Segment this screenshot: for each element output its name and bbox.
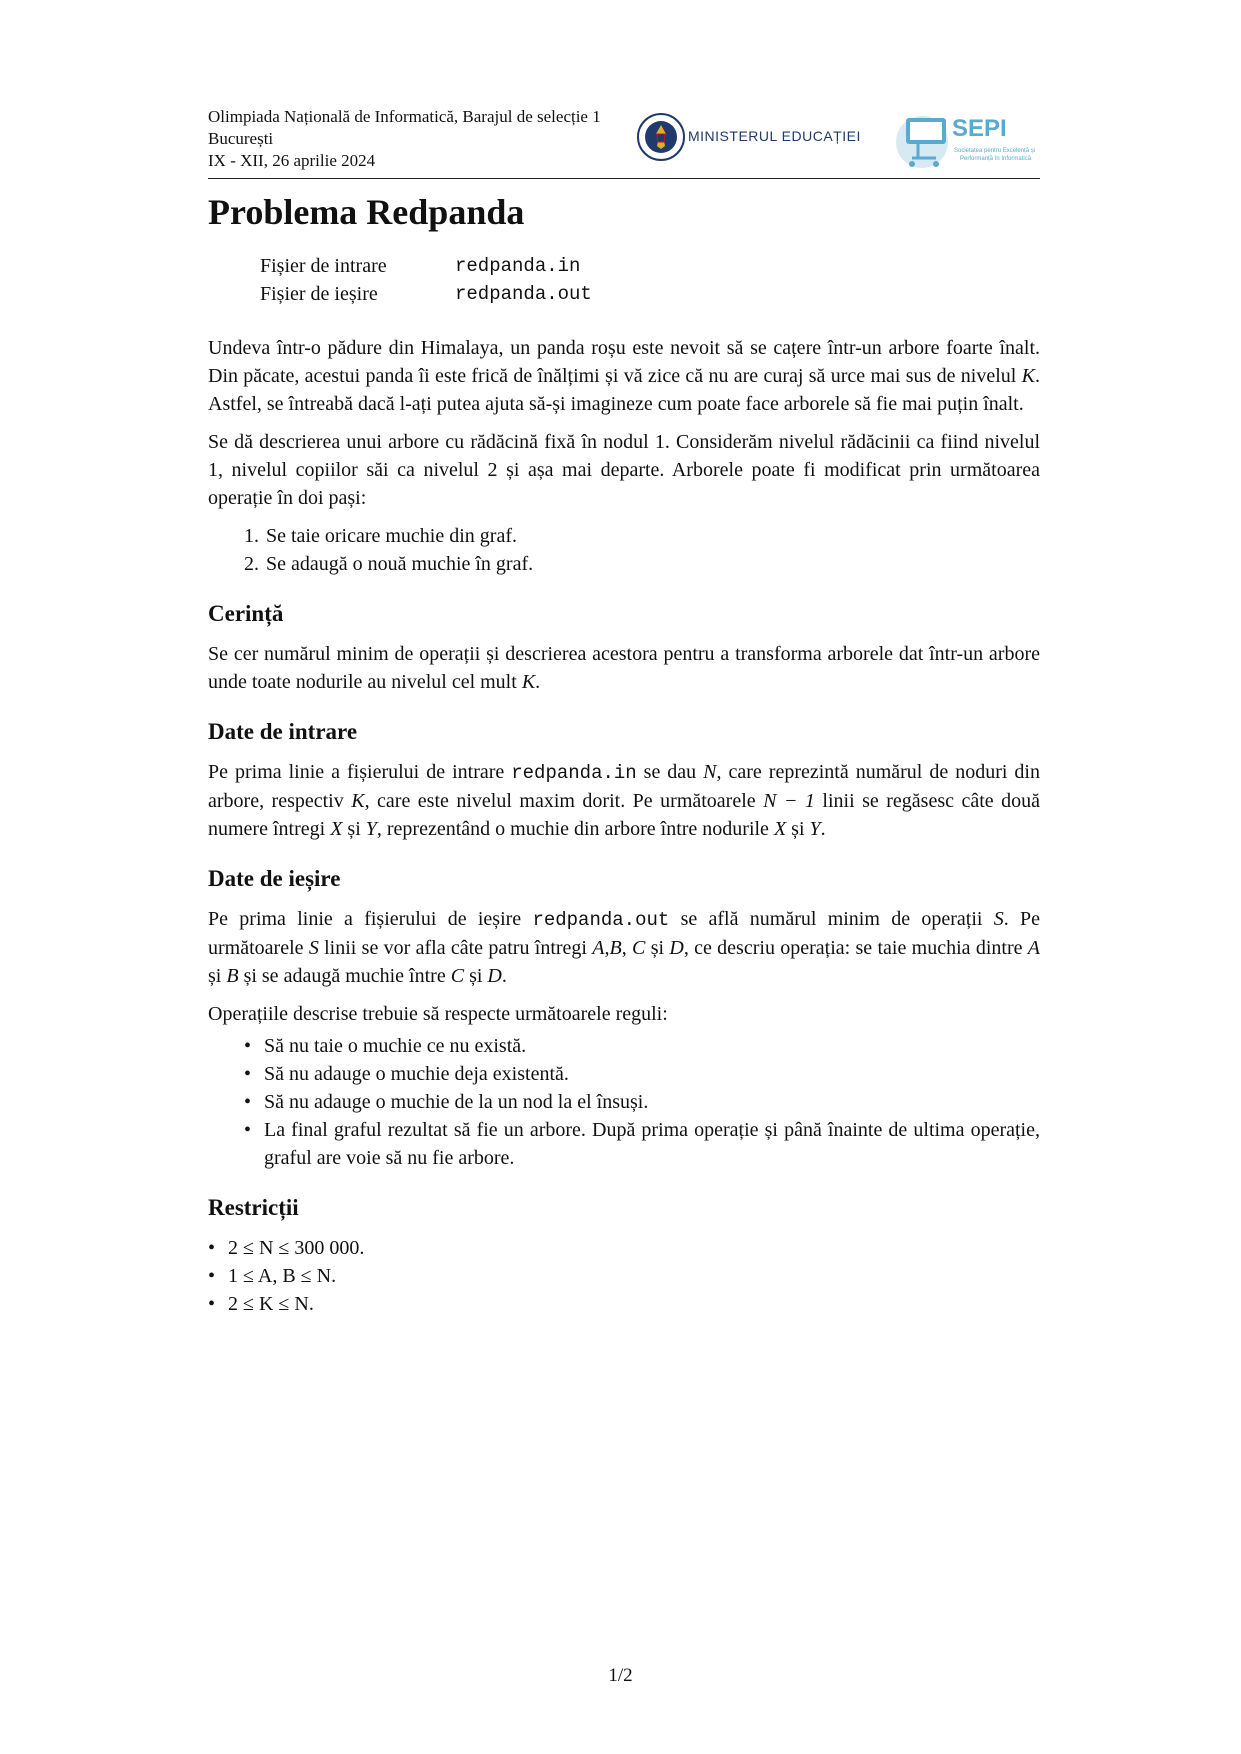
section-heading-restrictii: Restricții (208, 1195, 299, 1220)
input-file-row (260, 252, 1040, 280)
sepi-title: SEPI (952, 115, 1007, 142)
list-item: • Să nu adauge o muchie deja existentă. (244, 1060, 1040, 1088)
input-file-name: redpanda.in (455, 255, 581, 277)
problem-title: Problema Redpanda (208, 192, 525, 232)
government-seal-icon (636, 112, 686, 162)
output-file-label: Fișier de ieșire (260, 283, 378, 305)
output-description: Pe prima linie a fișierului de ieșire redpanda.out se află numărul minim de operații S. Pe următoarele S linii se vor afla câte patru întregi A,B, C și D, ce descriu operația: se taie muchia dintre A și B și se adaugă muchie între C și D. (208, 908, 1041, 987)
section-heading-cerinta: Cerință (208, 601, 284, 626)
sepi-subtitle-2: Performanță în Informatică (960, 156, 1032, 162)
rules-list (208, 1032, 1040, 1172)
input-file-label: Fișier de intrare (260, 255, 387, 277)
output-file-row (260, 280, 1040, 308)
problem-content (208, 190, 1040, 1318)
page-header (208, 106, 1040, 178)
list-item: • Să nu taie o muchie ce nu există. (244, 1032, 1040, 1060)
list-item: • La final graful rezultat să fie un arbore. După prima operație și până înainte de ultima operație, graful are voie să nu fie arbore. (244, 1116, 1040, 1172)
ministry-name: MINISTERUL EDUCAȚIEI (688, 128, 861, 144)
intro-paragraph-1: Undeva într-o pădure din Himalaya, un panda roșu este nevoit să se cațere într-un arbore foarte înalt. Din păcate, acestui panda îi este frică de înălțimi și vă zice că nu are curaj să urce mai sus de nivelul K. Astfel, se întreabă dacă l-ați putea ajuta să-și imagineze cum poate face arborele să fie mai puțin înalt. (208, 337, 1040, 415)
list-item: 2. Se adaugă o nouă muchie în graf. (264, 550, 1040, 578)
output-file-name: redpanda.out (455, 283, 592, 305)
input-description: Pe prima linie a fișierului de intrare redpanda.in se dau N, care reprezintă numărul de noduri din arbore, respectiv K, care este nivelul maxim dorit. Pe următoarele N − 1 linii se regăsesc câte două numere întregi X și Y, reprezentând o muchie din arbore între nodurile X și Y. (208, 761, 1041, 840)
cerinta-text: Se cer numărul minim de operații și descrierea acestora pentru a transforma arborele dat într-un arbore unde toate nodurile au nivelul cel mult K. (208, 643, 1040, 693)
sepi-subtitle-1: Societatea pentru Excelență și (954, 148, 1036, 154)
sepi-logo (896, 110, 1040, 172)
contest-city: București (208, 129, 274, 148)
file-table (260, 252, 1040, 308)
contest-date: IX - XII, 26 aprilie 2024 (208, 151, 376, 170)
list-item: • 2 ≤ N ≤ 300 000. (208, 1234, 1040, 1262)
contest-name: Olimpiada Națională de Informatică, Barajul de selecție 1 (208, 107, 601, 126)
contest-info (208, 106, 601, 172)
list-item: 1. Se taie oricare muchie din graf. (264, 522, 1040, 550)
list-item: • 2 ≤ K ≤ N. (208, 1290, 1040, 1318)
operation-steps (208, 522, 1040, 578)
list-item: • 1 ≤ A, B ≤ N. (208, 1262, 1040, 1290)
intro-paragraph-2: Se dă descrierea unui arbore cu rădăcină fixă în nodul 1. Considerăm nivelul rădăcinii ca fiind nivelul 1, nivelul copiilor săi ca nivelul 2 și așa mai departe. Arborele poate fi modificat prin următoarea operație în doi pași: (208, 431, 1040, 509)
rules-intro: Operațiile descrise trebuie să respecte următoarele reguli: (208, 1003, 668, 1025)
section-heading-input: Date de intrare (208, 719, 358, 744)
list-item: • Să nu adauge o muchie de la un nod la el însuși. (244, 1088, 1040, 1116)
restrictions-list (208, 1234, 1040, 1318)
header-divider (208, 178, 1040, 179)
section-heading-output: Date de ieșire (208, 866, 341, 891)
page-number: 1/2 (608, 1665, 633, 1686)
